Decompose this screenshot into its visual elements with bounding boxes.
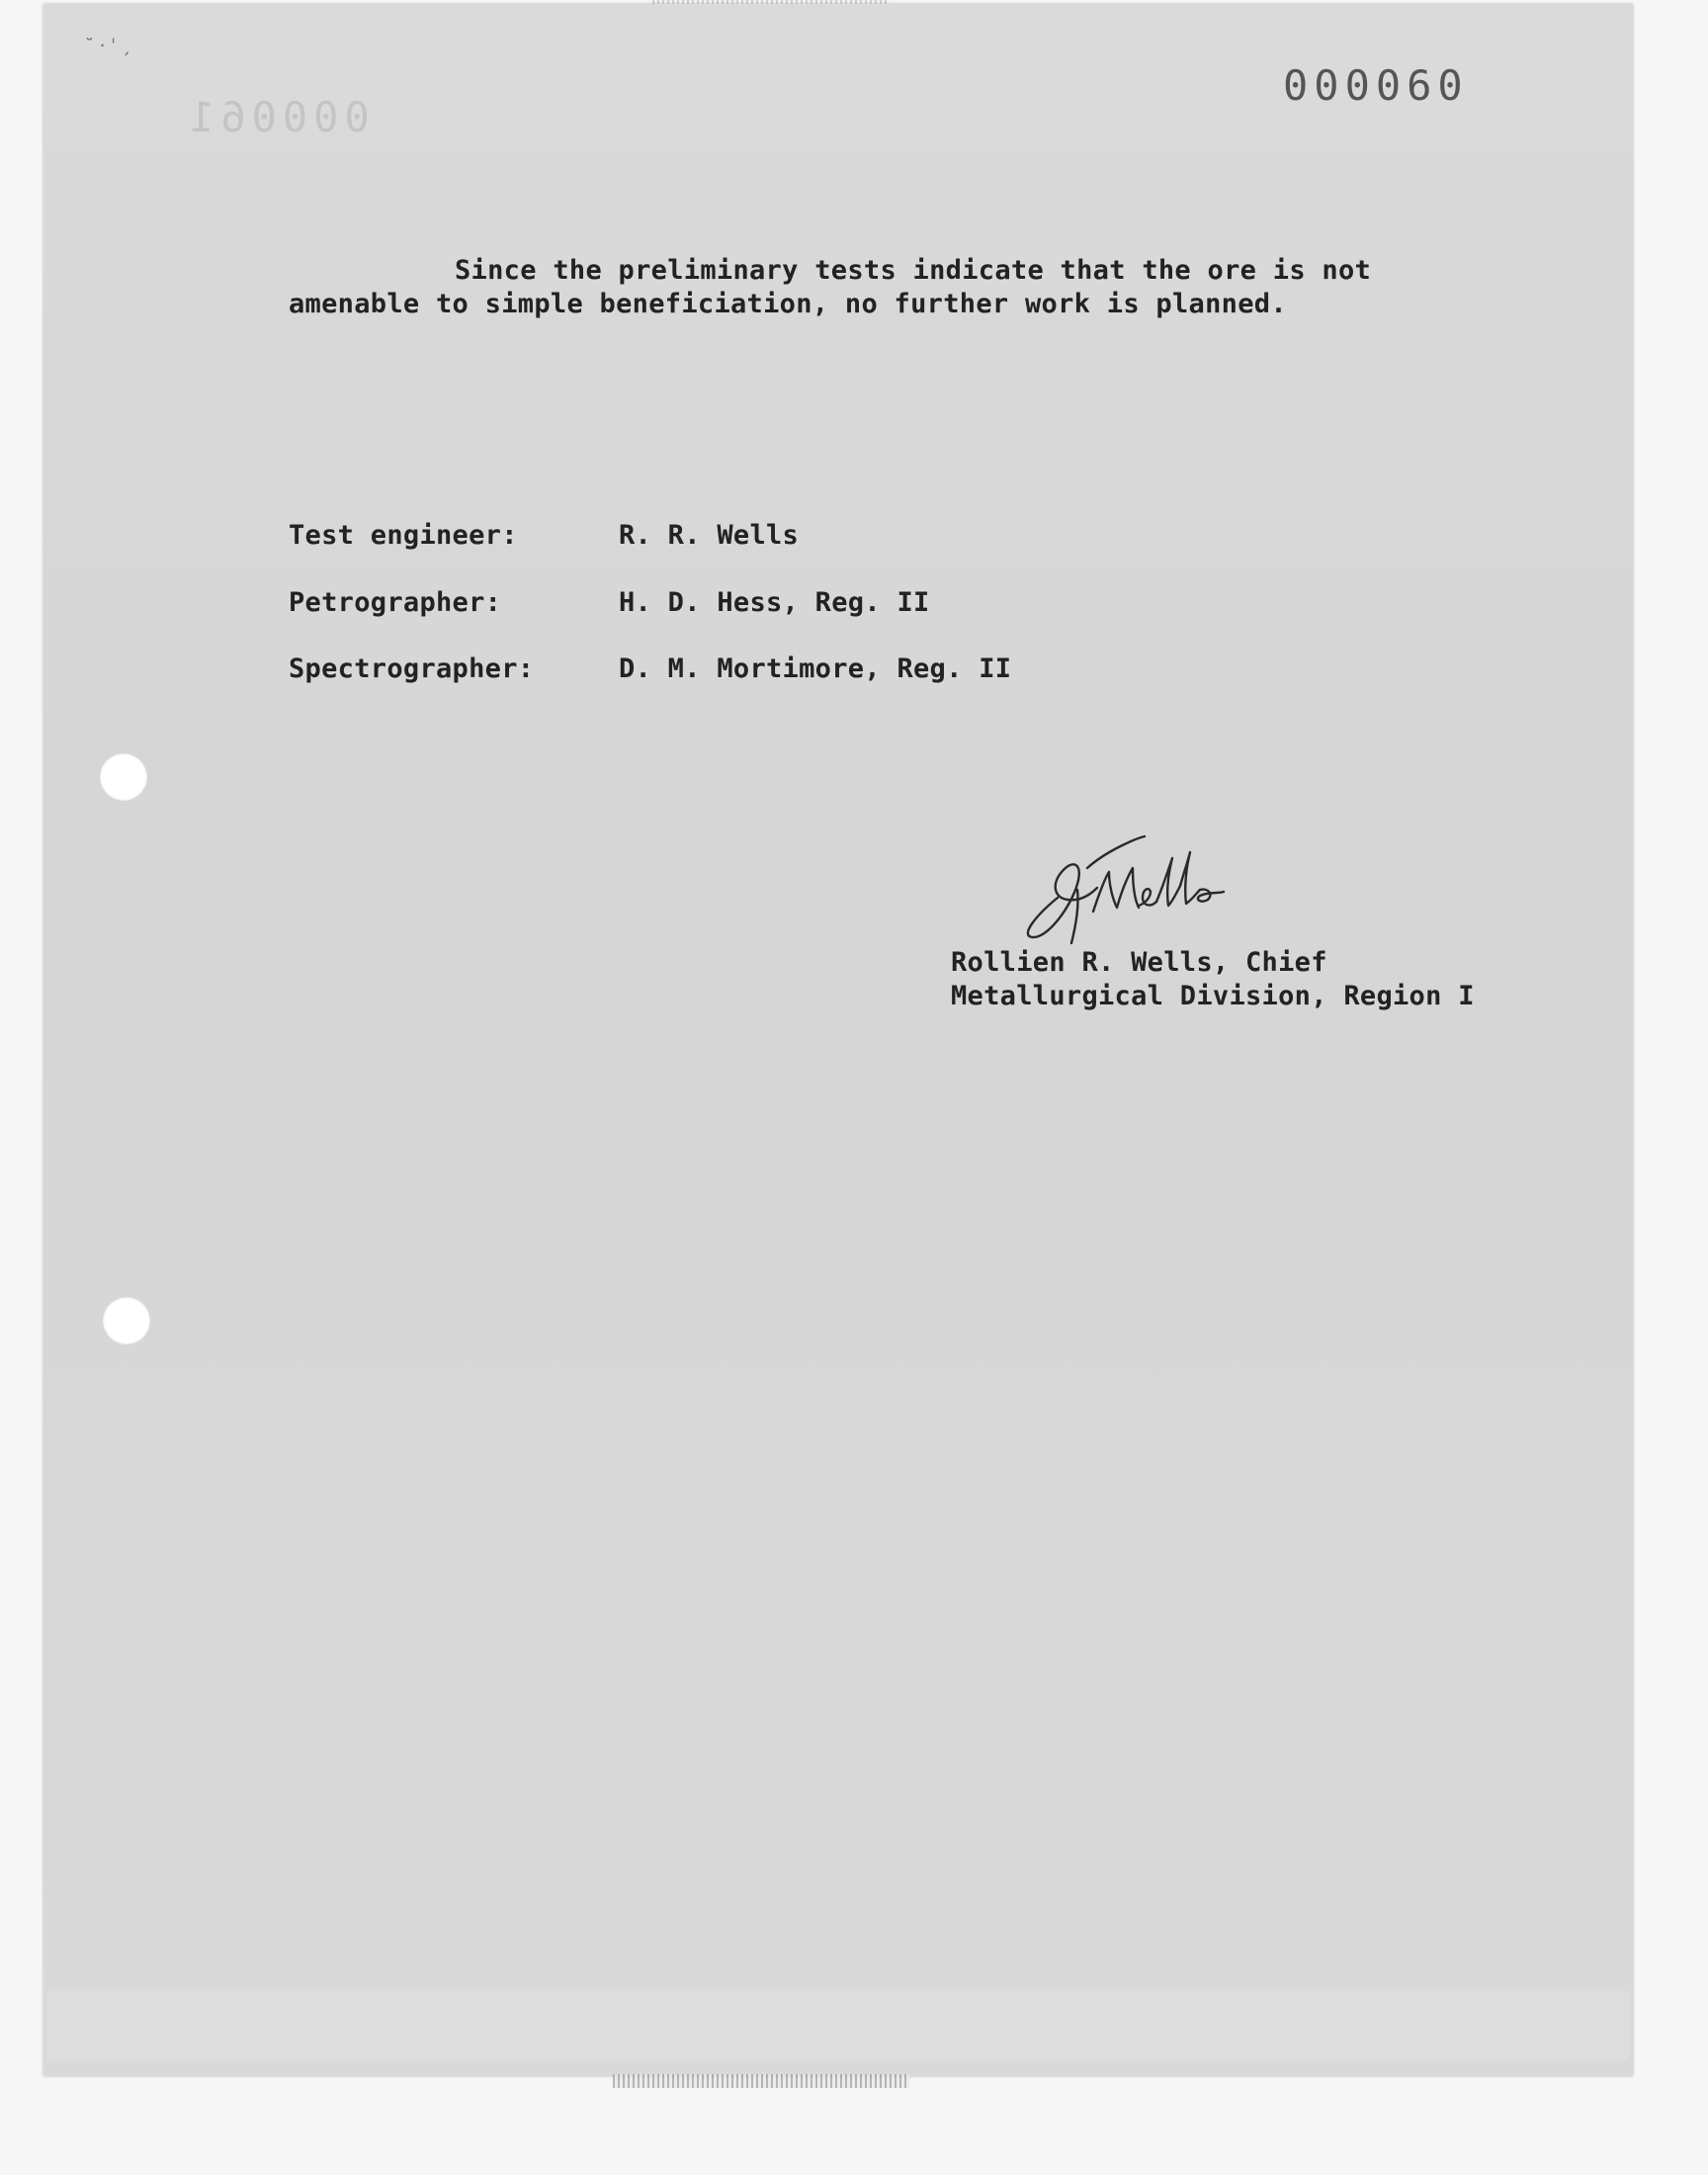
staff-name-petrographer: H. D. Hess, Reg. II [619,587,930,618]
staff-name-spectrographer: D. M. Mortimore, Reg. II [619,653,1012,684]
page-number: 000060 [1283,61,1469,110]
staff-role-test-engineer: Test engineer: [289,520,518,551]
body-text-line-2: amenable to simple beneficiation, no further work is planned. [289,289,1287,319]
staff-role-petrographer: Petrographer: [289,587,502,618]
handwritten-signature [1018,828,1245,947]
body-text-line-1: Since the preliminary tests indicate that the ore is not [455,255,1372,286]
page-bottom-band [47,1991,1629,2060]
punch-hole-upper [100,753,147,801]
staff-role-spectrographer: Spectrographer: [289,653,535,684]
scan-artifact-bottom [613,2074,909,2088]
staff-name-test-engineer: R. R. Wells [619,520,800,551]
signatory-title: Metallurgical Division, Region I [951,981,1475,1011]
punch-hole-lower [103,1297,150,1345]
corner-marks: ˘ · ˈ ˏ [85,36,130,56]
bleed-through-page-number: 000061 [184,93,370,141]
signatory-name: Rollien R. Wells, Chief [951,947,1327,978]
